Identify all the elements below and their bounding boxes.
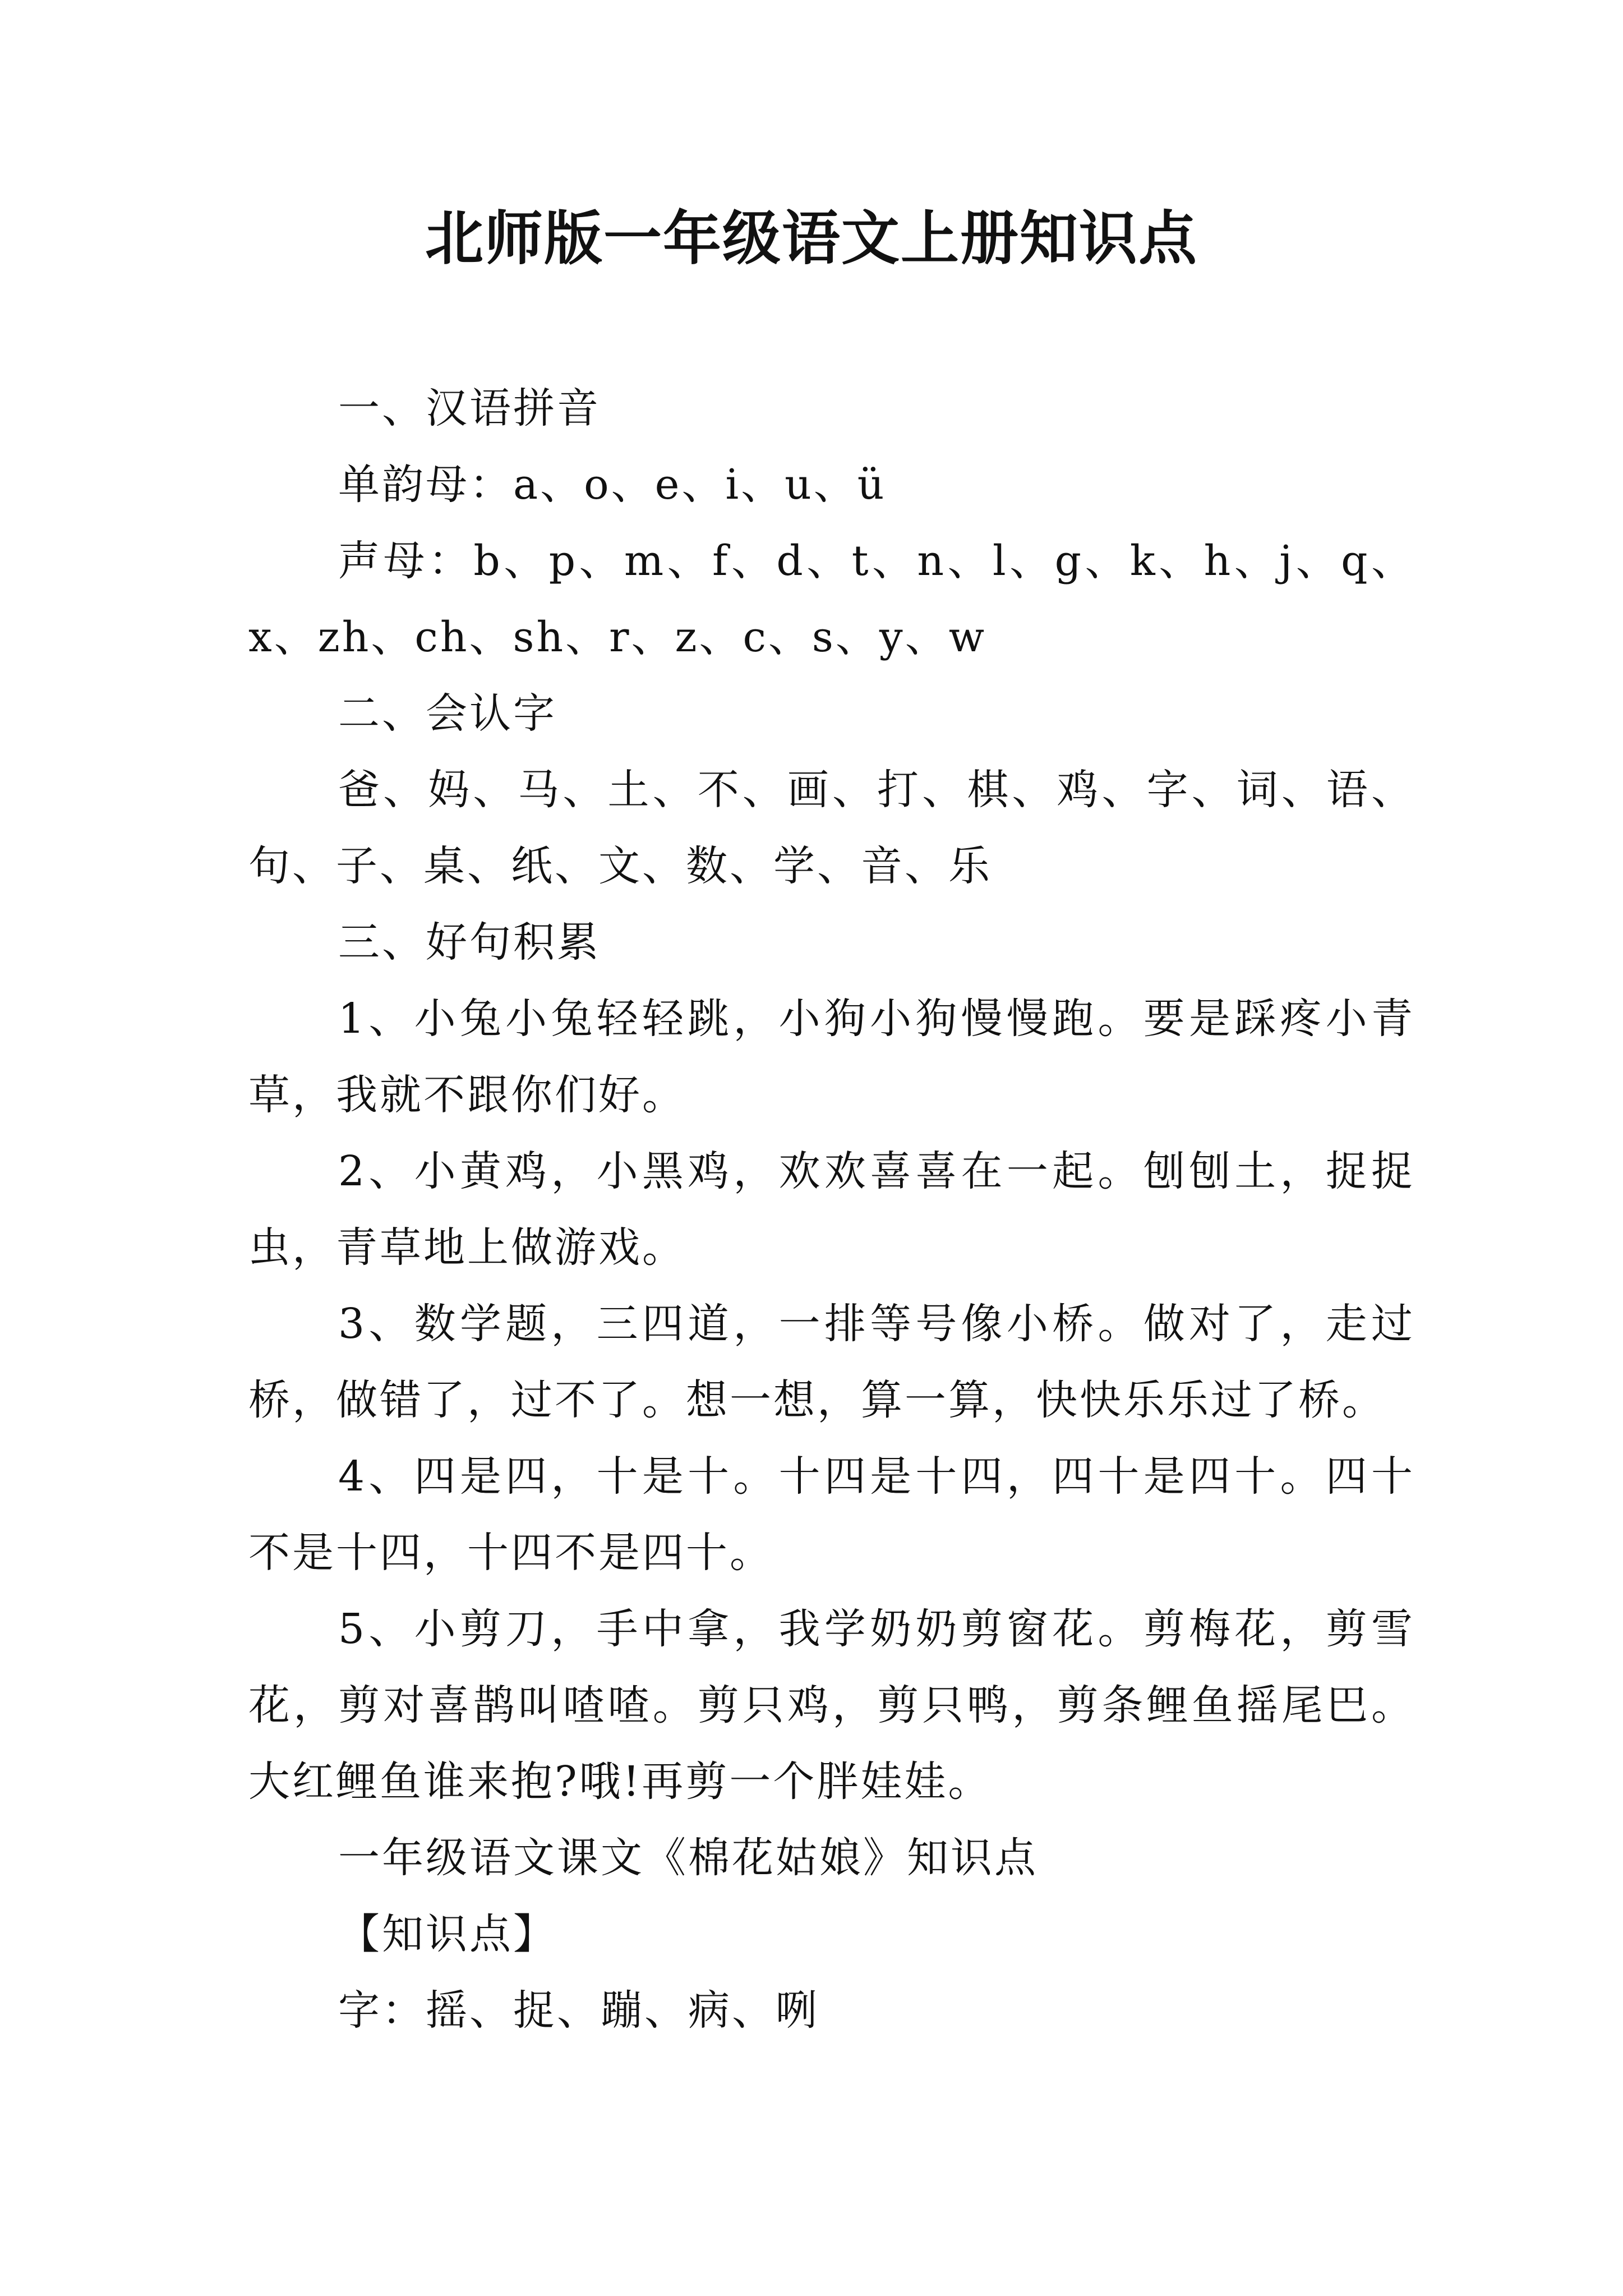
section-heading-recognized-characters: 二、会认字: [338, 689, 557, 738]
paragraph-sentence-5: 5、小剪刀，手中拿，我学奶奶剪窗花。剪梅花，剪雪花，剪对喜鹊叫喳喳。剪只鸡，剪只鸭，剪条鲤鱼摇尾巴。大红鲤鱼谁来抱?哦!再剪一个胖娃娃。: [248, 1605, 1415, 1806]
paragraph-sentence-2: 2、小黄鸡，小黑鸡，欢欢喜喜在一起。刨刨土，捉捉虫，青草地上做游戏。: [248, 1147, 1415, 1272]
paragraph-character-list: 爸、妈、马、土、不、画、打、棋、鸡、字、词、语、句、子、桌、纸、文、数、学、音、乐: [248, 766, 1415, 890]
paragraph-sentence-4: 4、四是四，十是十。十四是十四，四十是四十。四十不是十四，十四不是四十。: [248, 1452, 1415, 1577]
paragraph-initials: 声母：b、p、m、f、d、t、n、l、g、k、h、j、q、x、zh、ch、sh、r、z、c、s、y、w: [248, 537, 1415, 661]
document-body: [248, 370, 1415, 2049]
paragraph-characters: 字：摇、捉、蹦、病、咧: [338, 1986, 819, 2035]
paragraph-lesson-heading: 一年级语文课文《棉花姑娘》知识点: [338, 1834, 1038, 1882]
paragraph-sentence-3: 3、数学题，三四道，一排等号像小桥。做对了，走过桥，做错了，过不了。想一想，算一算，快快乐乐过了桥。: [248, 1300, 1415, 1424]
section-heading-pinyin: 一、汉语拼音: [338, 384, 601, 432]
paragraph-single-finals: 单韵母：a、o、e、i、u、ü: [338, 461, 887, 509]
paragraph-sentence-1: 1、小兔小兔轻轻跳，小狗小狗慢慢跑。要是踩疼小青草，我就不跟你们好。: [248, 995, 1415, 1119]
paragraph-knowledge-points-label: 【知识点】: [338, 1910, 557, 1958]
section-heading-good-sentences: 三、好句积累: [338, 918, 601, 967]
page-title: 北师版一年级语文上册知识点: [425, 204, 1198, 273]
